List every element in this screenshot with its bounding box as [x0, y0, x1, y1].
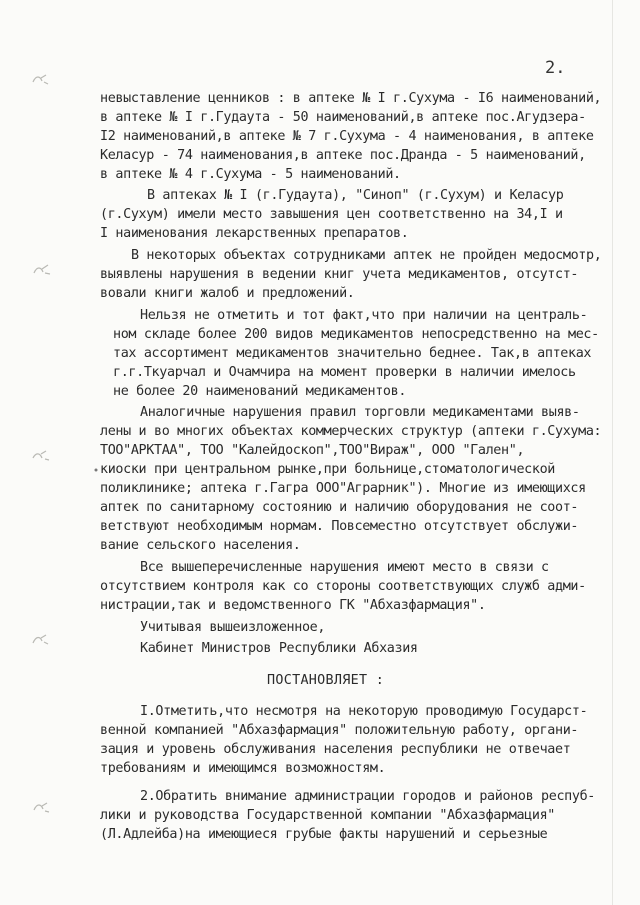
text-line: 2.Обратить внимание администрации городов и районов респуб-: [140, 789, 595, 804]
text-line: зация и уровень обслуживания населения республики не отвечает: [100, 742, 571, 757]
scan-mark-icon: [30, 632, 52, 648]
text-line: венной компанией "Абхазфармация" положительную работу, органи-: [100, 723, 579, 738]
text-line: поликлинике; аптека г.Гагра ООО"Аграрник"). Многие из имеющихся: [100, 481, 586, 496]
text-line: В некоторых объектах сотрудниками аптек не пройден медосмотр,: [131, 248, 602, 263]
text-line: Нельзя не отметить и тот факт,что при наличии на централь-: [140, 308, 588, 323]
scan-mark-icon: [30, 448, 52, 464]
text-line: I.Отметить,что несмотря на некоторую проводимую Государст-: [140, 704, 588, 719]
scan-mark-icon: [86, 462, 96, 478]
text-line: Все вышеперечисленные нарушения имеют место в связи с: [140, 560, 549, 575]
text-line: не более 20 наименований медикаментов.: [113, 384, 407, 399]
text-line: требованиям и имеющимся возможностям.: [100, 761, 386, 776]
text-line: невыставление ценников : в аптеке № I г.Сухума - I6 наименований,: [100, 91, 602, 106]
text-line: Кабинет Министров Республики Абхазия: [140, 641, 418, 656]
text-line: I2 наименований,в аптеке № 7 г.Сухума - 4 наименования, в аптеке: [100, 129, 594, 144]
text-line: I наименования лекарственных препаратов.: [100, 226, 409, 241]
text-line: ТОО"АРКТАА", ТОО "Калейдоскоп",ТОО"Вираж", ООО "Гален",: [100, 443, 525, 458]
page-edge: [612, 0, 613, 905]
text-line: Аналогичные нарушения правил торговли медикаментами выяв-: [140, 405, 580, 420]
scan-mark-icon: [30, 72, 52, 88]
scan-mark-icon: [32, 262, 54, 278]
page-number: 2.: [545, 58, 566, 78]
text-line: (г.Сухум) имели место завышения цен соответственно на 34,I и: [100, 207, 563, 222]
text-line: Учитывая вышеизложенное,: [140, 620, 326, 635]
text-line: (Л.Адлейба)на имеющиеся грубые факты нарушений и серьезные: [100, 827, 548, 842]
text-line: киоски при центральном рынке,при больнице,стоматологической: [100, 462, 555, 477]
text-line: в аптеке № I г.Гудаута - 50 наименований,в аптеке пос.Агудзера-: [100, 110, 586, 125]
text-line: нистрации,так и ведомственного ГК "Абхазфармация".: [100, 598, 486, 613]
text-line: ном складе более 200 видов медикаментов непосредственно на мес-: [113, 327, 599, 342]
text-line: г.г.Ткуарчал и Очамчира на момент проверки в наличии имелось: [113, 365, 576, 380]
decree-heading: ПОСТАНОВЛЯЕТ :: [267, 673, 385, 688]
text-line: Келасур - 74 наименования,в аптеке пос.Дранда - 5 наименований,: [100, 148, 586, 163]
text-line: аптек по санитарному состоянию и наличию оборудования не соот-: [100, 500, 579, 515]
scan-mark-icon: [31, 800, 53, 816]
text-line: лены и во многих объектах коммерческих структур (аптеки г.Сухума:: [100, 424, 602, 439]
text-line: В аптеках № I (г.Гудаута), "Синоп" (г.Сухум) и Келасур: [147, 188, 564, 203]
text-line: лики и руководства Государственной компании "Абхазфармация": [100, 808, 555, 823]
text-line: тах ассортимент медикаментов значительно беднее. Так,в аптеках: [113, 346, 592, 361]
text-line: выявлены нарушения в ведении книг учета медикаментов, отсутст-: [100, 267, 579, 282]
text-line: вовали книги жалоб и предложений.: [100, 286, 355, 301]
text-line: ветствуют необходимым нормам. Повсеместно отсутствует обслужи-: [100, 519, 579, 534]
text-line: в аптеке № 4 г.Сухума - 5 наименований.: [100, 167, 401, 182]
text-line: отсутствием контроля как со стороны соответствующих служб адми-: [100, 579, 586, 594]
text-line: вание сельского населения.: [100, 538, 301, 553]
